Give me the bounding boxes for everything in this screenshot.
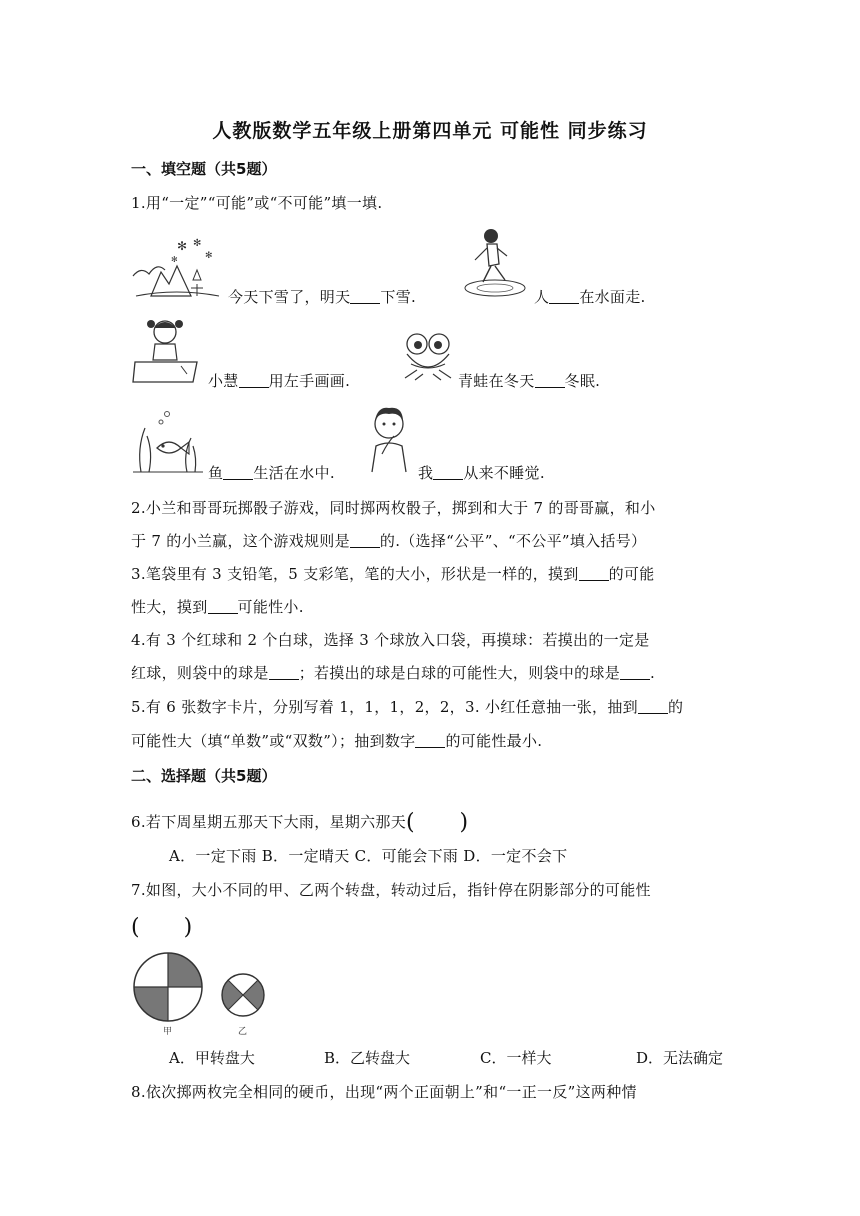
answer-paren[interactable]: ( ): [406, 810, 469, 835]
q7-option-c: C．一样大: [480, 1049, 552, 1067]
answer-blank[interactable]: [350, 289, 380, 304]
answer-blank[interactable]: [549, 289, 579, 304]
answer-blank[interactable]: [269, 665, 299, 680]
q4-line-2: 红球，则袋中的球是 ；若摸出的球是白球的可能性大，则袋中的球是 .: [131, 664, 656, 682]
q7-option-a: A．甲转盘大: [169, 1049, 255, 1067]
section-choice-heading: 二、选择题（共5题）: [131, 767, 277, 785]
q5-line-1: 5.有 6 张数字卡片，分别写着 1，1，1，2，2，3. 小红任意抽一张，抽到 的: [131, 698, 684, 716]
page-title: 人教版数学五年级上册第四单元 可能性 同步练习: [212, 120, 648, 142]
snow-scene-icon: [131, 236, 221, 298]
q5-line-2: 可能性大（填“单数”或“双数”）；抽到数字 的可能性最小.: [131, 732, 543, 750]
q8-stem: 8.依次掷两枚完全相同的硬币，出现“两个正面朝上”和“一正一反”这两种情: [131, 1083, 637, 1101]
answer-blank[interactable]: [415, 733, 445, 748]
frog-icon: [401, 330, 455, 384]
q1-item-2: 人 在水面走.: [534, 288, 646, 306]
walking-boy-icon: [461, 226, 527, 300]
q6-options: A．一定下雨 B．一定晴天 C．可能会下雨 D．一定不会下: [169, 847, 568, 865]
q1-item-6: 我 从来不睡觉.: [418, 464, 545, 482]
q1-item-1: 今天下雪了，明天 下雪.: [228, 288, 417, 306]
answer-paren[interactable]: ( ): [131, 915, 193, 940]
answer-blank[interactable]: [223, 465, 253, 480]
q7-option-b: B．乙转盘大: [324, 1049, 411, 1067]
answer-blank[interactable]: [350, 533, 380, 548]
svg-text:✻: ✻: [193, 238, 202, 249]
q1-item-4: 青蛙在冬天 冬眠.: [458, 372, 601, 390]
spinner-diagram: [131, 950, 271, 1036]
svg-text:✻: ✻: [171, 255, 178, 264]
q1-item-3: 小慧 用左手画画.: [208, 372, 351, 390]
spinner-a: [134, 953, 202, 1021]
spinner-a-label: 甲: [163, 1027, 173, 1036]
answer-blank[interactable]: [620, 665, 650, 680]
q6-stem: 6.若下周星期五那天下大雨，星期六那天( ): [131, 810, 469, 835]
answer-blank[interactable]: [208, 599, 238, 614]
q1-stem: 1.用“一定”“可能”或“不可能”填一填.: [131, 194, 383, 212]
answer-blank[interactable]: [433, 465, 463, 480]
q7-stem: 7.如图，大小不同的甲、乙两个转盘，转动过后，指针停在阴影部分的可能性: [131, 881, 651, 899]
answer-blank[interactable]: [239, 373, 269, 388]
q7-option-d: D．无法确定: [636, 1049, 724, 1067]
answer-blank[interactable]: [579, 566, 609, 581]
svg-text:✻: ✻: [205, 251, 213, 261]
thinking-boy-icon: [362, 402, 416, 474]
fish-icon: [131, 408, 205, 474]
answer-blank[interactable]: [535, 373, 565, 388]
q4-line-1: 4.有 3 个红球和 2 个白球，选择 3 个球放入口袋，再摸球：若摸出的一定是: [131, 631, 650, 649]
section-fill-blank-heading: 一、填空题（共5题）: [131, 160, 277, 178]
girl-drawing-icon: [131, 316, 203, 386]
q3-line-2: 性大，摸到 可能性小.: [131, 598, 304, 616]
q3-line-1: 3.笔袋里有 3 支铅笔，5 支彩笔，笔的大小，形状是一样的，摸到 的可能: [131, 565, 655, 583]
q2-line-2: 于 7 的小兰赢，这个游戏规则是 的.（选择“公平”、“不公平”填入括号）: [131, 532, 647, 550]
svg-text:✻: ✻: [177, 239, 188, 253]
spinner-b-label: 乙: [238, 1027, 248, 1036]
spinner-b: [213, 974, 271, 1016]
q2-line-1: 2.小兰和哥哥玩掷骰子游戏，同时掷两枚骰子，掷到和大于 7 的哥哥赢，和小: [131, 499, 656, 517]
answer-blank[interactable]: [638, 699, 668, 714]
q1-item-5: 鱼 生活在水中.: [208, 464, 335, 482]
